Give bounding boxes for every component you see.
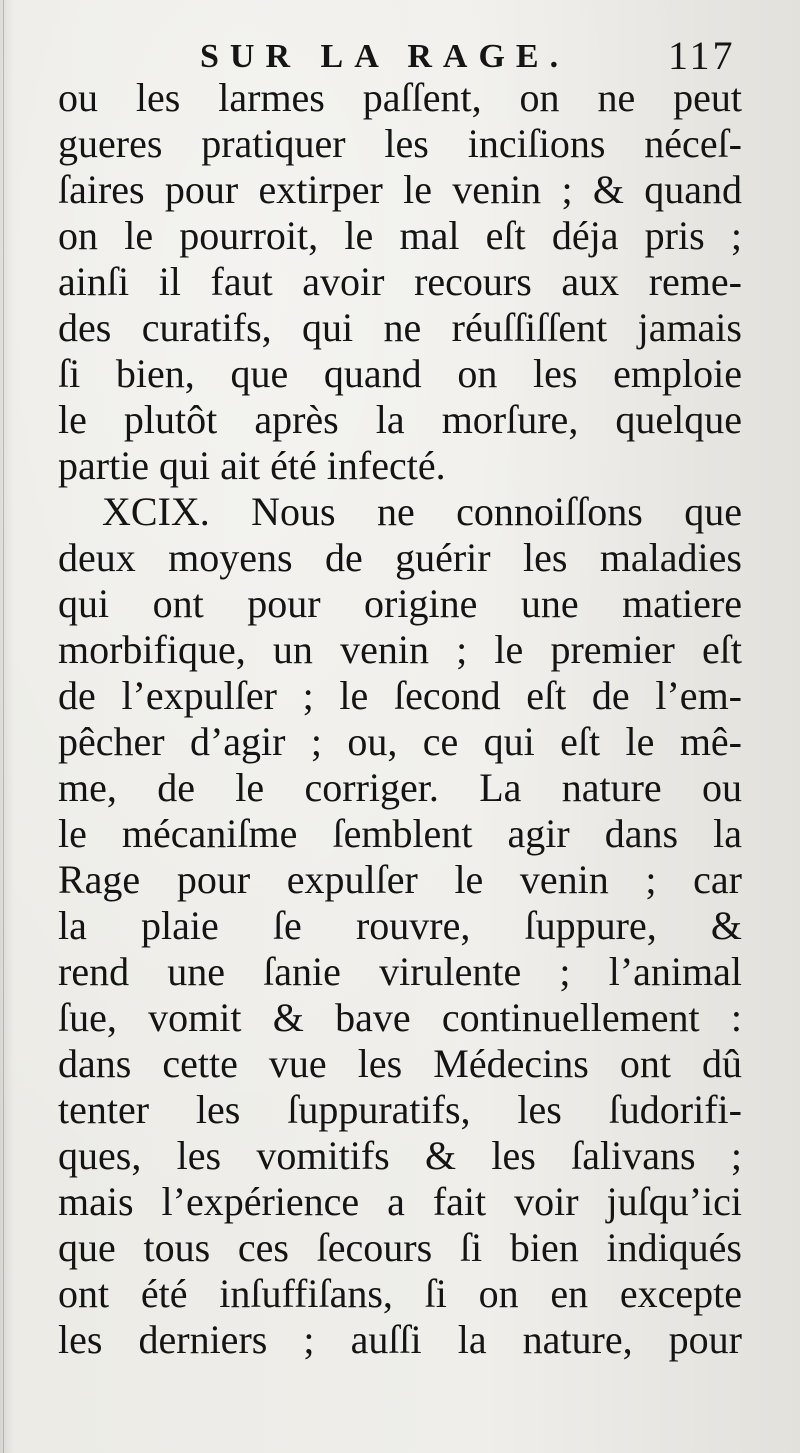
text-line: gueres pratiquer les inciſions néceſ- xyxy=(58,121,742,166)
text-line: les derniers ; auſſi la nature, pour xyxy=(58,1317,742,1362)
text-line: pêcher d’agir ; ou, ce qui eſt le mê- xyxy=(58,719,742,764)
running-title: SUR LA RAGE. xyxy=(200,38,570,75)
text-line: ont été inſuffiſans, ſi on en excepte xyxy=(58,1271,742,1316)
section-heading-line: XCIX. Nous ne connoiſſons que xyxy=(102,489,742,534)
text-line: ſi bien, que quand on les emploie xyxy=(58,351,742,396)
text-line: le plutôt après la morſure, quelque xyxy=(58,397,742,442)
text-line: rend une ſanie virulente ; l’animal xyxy=(58,949,742,994)
text-line: dans cette vue les Médecins ont dû xyxy=(58,1041,742,1086)
text-line: on le pourroit, le mal eſt déja pris ; xyxy=(58,213,742,258)
text-line: ſaires pour extirper le venin ; & quand xyxy=(58,167,742,212)
text-line: morbifique, un venin ; le premier eſt xyxy=(58,627,742,672)
text-line: ques, les vomitifs & les ſalivans ; xyxy=(58,1133,742,1178)
text-line: ou les larmes paſſent, on ne peut xyxy=(58,75,742,120)
text-line: ſue, vomit & bave continuellement : xyxy=(58,995,742,1040)
page-edge xyxy=(3,0,4,1453)
text-line: tenter les ſuppuratifs, les ſudorifi- xyxy=(58,1087,742,1132)
text-line: Rage pour expulſer le venin ; car xyxy=(58,857,742,902)
text-line: ainſi il faut avoir recours aux reme- xyxy=(58,259,742,304)
page-number: 117 xyxy=(668,33,736,78)
text-line: deux moyens de guérir les maladies xyxy=(58,535,742,580)
text-line: que tous ces ſecours ſi bien indiqués xyxy=(58,1225,742,1270)
body-text xyxy=(58,75,742,1363)
text-line: des curatifs, qui ne réuſſiſſent jamais xyxy=(58,305,742,350)
paragraph-end-line: partie qui ait été infecté. xyxy=(58,443,446,488)
text-line: me, de le corriger. La nature ou xyxy=(58,765,742,810)
text-line: de l’expulſer ; le ſecond eſt de l’em- xyxy=(58,673,742,718)
text-line: la plaie ſe rouvre, ſuppure, & xyxy=(58,903,742,948)
text-line: le mécaniſme ſemblent agir dans la xyxy=(58,811,742,856)
text-line: qui ont pour origine une matiere xyxy=(58,581,742,626)
text-line: mais l’expérience a fait voir juſqu’ici xyxy=(58,1179,742,1224)
